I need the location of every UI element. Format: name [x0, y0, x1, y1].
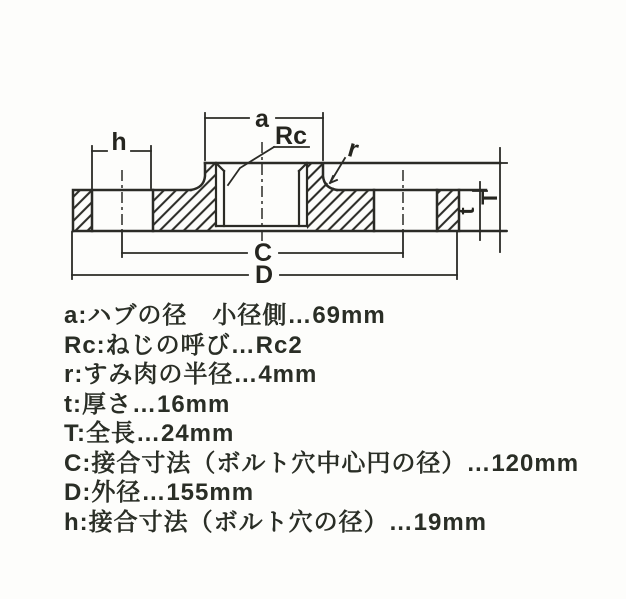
legend-line-t: t:厚さ…16mm [64, 390, 231, 418]
dim-r-arrow [330, 176, 337, 183]
dim-label-c: C [253, 239, 273, 267]
dim-label-r: r [344, 134, 362, 164]
dim-label-T: T [477, 191, 502, 205]
dim-label-a: a [255, 105, 269, 133]
legend-line-r: r:すみ肉の半径…4mm [64, 361, 318, 388]
hatch-left-rim [73, 190, 92, 231]
legend-line-a: a:ハブの径 小径側…69mm [64, 302, 386, 329]
legend-line-rc: Rc:ねじの呼び…Rc2 [64, 331, 303, 359]
hatch-right-web-and-hub [307, 163, 374, 231]
legend-line-h: h:接合寸法（ボルト穴の径）…19mm [64, 508, 488, 536]
dim-label-h: h [111, 128, 127, 156]
dim-rc-leader [228, 147, 274, 185]
dim-label-t: t [454, 207, 479, 215]
dim-label-d: D [254, 261, 274, 289]
legend-line-T: T:全長…24mm [64, 420, 235, 447]
legend-line-c: C:接合寸法（ボルト穴中心円の径）…120mm [64, 449, 580, 477]
legend-line-d: D:外径…155mm [64, 479, 255, 506]
hatched-sections [73, 163, 459, 231]
hatch-left-web-and-hub [153, 163, 216, 231]
dim-label-rc: Rc [275, 122, 307, 150]
dimension-legend [64, 301, 604, 537]
